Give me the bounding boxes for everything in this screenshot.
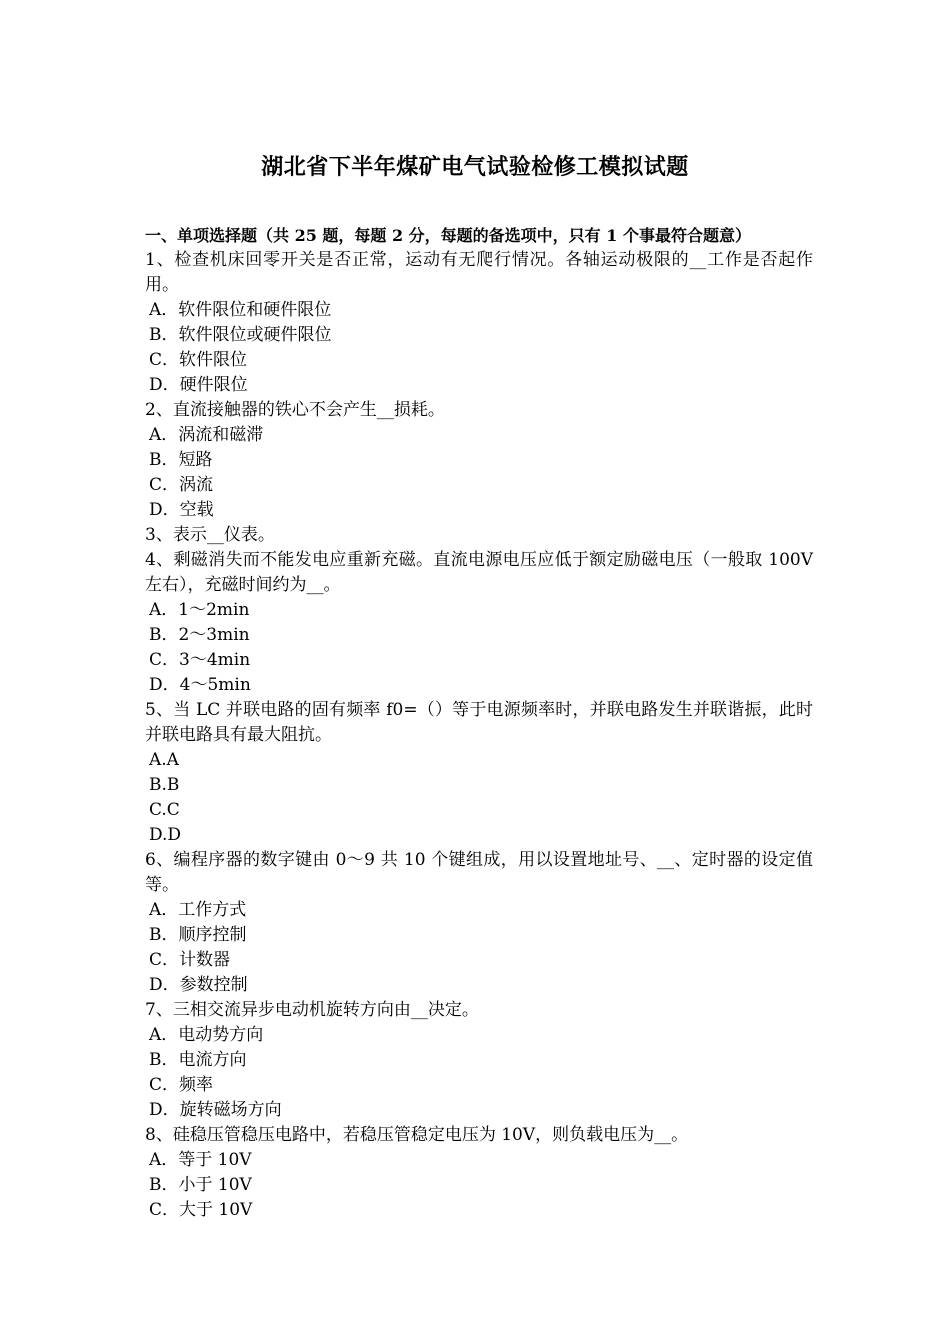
question-3 <box>145 523 813 548</box>
option-b: B．顺序控制 <box>149 925 247 945</box>
question-text: 4、剩磁消失而不能发电应重新充磁。直流电源电压应低于额定励磁电压（一般取 100V 左右），充磁时间约为__。 <box>145 550 813 595</box>
option-d: D．参数控制 <box>149 975 248 995</box>
option-a: A．等于 10V <box>149 1150 252 1170</box>
option-c: C.C <box>149 800 180 820</box>
page-title: 湖北省下半年煤矿电气试验检修工模拟试题 <box>261 154 689 180</box>
option-a: A．软件限位和硬件限位 <box>149 300 332 320</box>
option-d: D．4～5min <box>149 675 251 695</box>
option-c: C．频率 <box>149 1075 214 1095</box>
option-a: A．涡流和磁滞 <box>149 425 264 445</box>
option-c: C．软件限位 <box>149 350 248 370</box>
question-text: 3、表示__仪表。 <box>145 525 275 545</box>
question-2 <box>145 398 813 523</box>
question-text: 1、检查机床回零开关是否正常，运动有无爬行情况。各轴运动极限的__工作是否起作用。 <box>145 250 813 295</box>
option-b: B．电流方向 <box>149 1050 247 1070</box>
question-text: 8、硅稳压管稳压电路中，若稳压管稳定电压为 10V，则负载电压为__。 <box>145 1125 689 1145</box>
question-4 <box>145 548 813 698</box>
option-a: A．电动势方向 <box>149 1025 264 1045</box>
option-b: B.B <box>149 775 180 795</box>
option-b: B．短路 <box>149 450 213 470</box>
option-a: A．工作方式 <box>149 900 247 920</box>
question-6 <box>145 848 813 998</box>
option-d: D.D <box>149 825 182 845</box>
option-d: D．旋转磁场方向 <box>149 1100 282 1120</box>
option-a: A．1～2min <box>149 600 250 620</box>
question-text: 6、编程序器的数字键由 0～9 共 10 个键组成，用以设置地址号、__、定时器的设定值等。 <box>145 850 813 895</box>
question-5 <box>145 698 813 848</box>
question-8 <box>145 1123 813 1223</box>
option-d: D．硬件限位 <box>149 375 248 395</box>
option-a: A.A <box>149 750 179 770</box>
option-d: D．空载 <box>149 500 214 520</box>
question-text: 2、直流接触器的铁心不会产生__损耗。 <box>145 400 445 420</box>
option-c: C．计数器 <box>149 950 231 970</box>
option-b: B．2～3min <box>149 625 250 645</box>
question-7 <box>145 998 813 1123</box>
section-heading: 一、单项选择题（共 25 题，每题 2 分，每题的备选项中，只有 1 个事最符合题意） <box>145 226 751 245</box>
option-c: C．大于 10V <box>149 1200 253 1220</box>
question-1 <box>145 248 813 398</box>
option-c: C．涡流 <box>149 475 214 495</box>
document-body <box>145 223 813 1223</box>
question-text: 7、三相交流异步电动机旋转方向由__决定。 <box>145 1000 479 1020</box>
option-b: B．小于 10V <box>149 1175 252 1195</box>
option-c: C．3～4min <box>149 650 251 670</box>
option-b: B．软件限位或硬件限位 <box>149 325 332 345</box>
question-text: 5、当 LC 并联电路的固有频率 f0=（）等于电源频率时，并联电路发生并联谐振，此时并联电路具有最大阻抗。 <box>145 700 813 745</box>
